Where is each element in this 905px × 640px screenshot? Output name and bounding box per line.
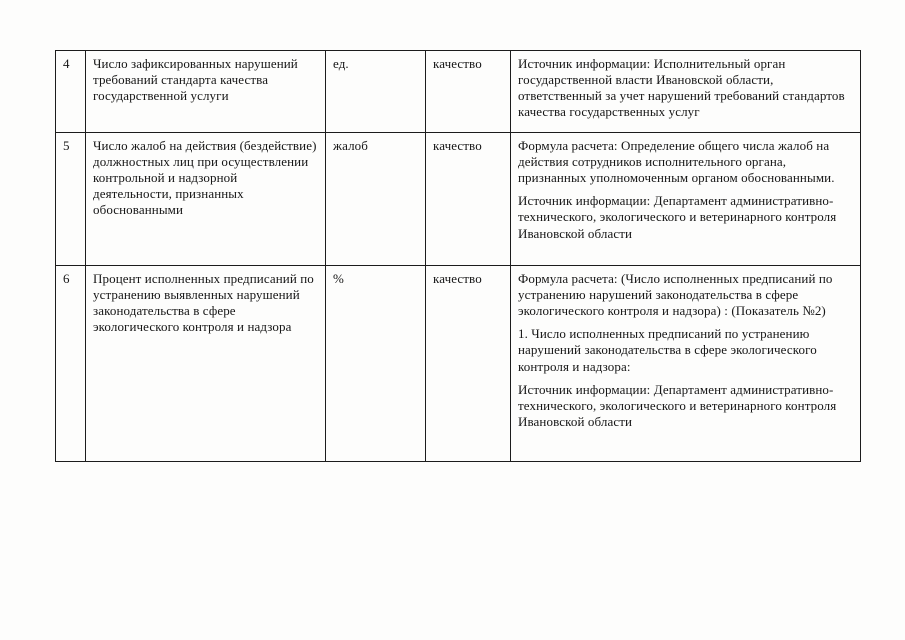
indicator-name: Число зафиксированных нарушений требований стандарта качества государственной услуги bbox=[86, 51, 326, 133]
info-cell bbox=[511, 133, 861, 266]
unit-cell: % bbox=[326, 266, 426, 462]
info-paragraph: 1. Число исполненных предписаний по устранению нарушений законодательства в сфере экологического контроля и надзора: bbox=[518, 326, 817, 374]
info-cell bbox=[511, 51, 861, 133]
indicator-name: Число жалоб на действия (бездействие) должностных лиц при осуществлении контрольной и надзорной деятельности, признанных обоснованными bbox=[86, 133, 326, 266]
table-row bbox=[56, 51, 861, 133]
row-number: 6 bbox=[56, 266, 86, 462]
row-number: 4 bbox=[56, 51, 86, 133]
unit-cell: жалоб bbox=[326, 133, 426, 266]
type-cell: качество bbox=[426, 51, 511, 133]
info-paragraph: Формула расчета: Определение общего числа жалоб на действия сотрудников исполнительного органа, признанных уполномоченным органом обоснованными. bbox=[518, 138, 835, 186]
info-paragraph: Формула расчета: (Число исполненных предписаний по устранению нарушений законодательства в сфере экологического контроля и надзора) : (Показатель №2) bbox=[518, 271, 833, 319]
info-paragraph: Источник информации: Исполнительный орган государственной власти Ивановской области, ответственный за учет нарушений требований стандартов качества государственных услуг bbox=[518, 56, 845, 120]
row-number: 5 bbox=[56, 133, 86, 266]
indicator-name: Процент исполненных предписаний по устранению выявленных нарушений законодательства в сфере экологического контроля и надзора bbox=[86, 266, 326, 462]
indicators-table bbox=[55, 50, 861, 462]
type-cell: качество bbox=[426, 133, 511, 266]
table-row bbox=[56, 266, 861, 462]
info-cell bbox=[511, 266, 861, 462]
unit-cell: ед. bbox=[326, 51, 426, 133]
type-cell: качество bbox=[426, 266, 511, 462]
table-row bbox=[56, 133, 861, 266]
info-paragraph: Источник информации: Департамент административно-технического, экологического и ветеринарного контроля Ивановской области bbox=[518, 381, 837, 429]
info-paragraph: Источник информации: Департамент административно-технического, экологического и ветеринарного контроля Ивановской области bbox=[518, 193, 837, 241]
